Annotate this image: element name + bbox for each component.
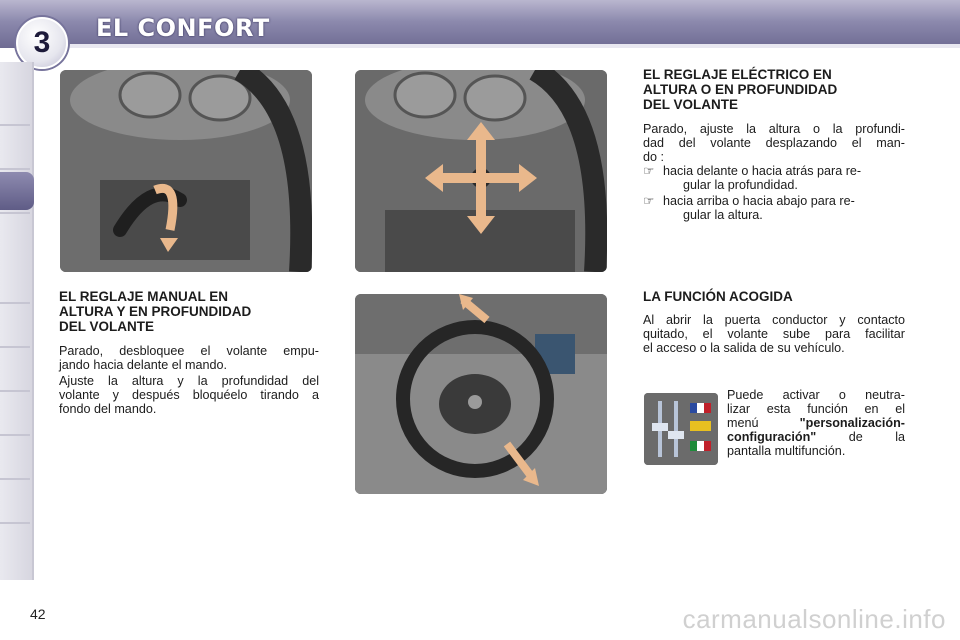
tab-divider: [0, 390, 30, 392]
text-line: Parado, ajuste la altura o la profundi-: [643, 122, 905, 136]
tab-divider: [0, 302, 30, 304]
heading-electric-adjustment: [643, 67, 913, 112]
tab-divider: [0, 212, 30, 214]
text-line: [727, 416, 905, 430]
text-line: Parado, desbloquee el volante empu-: [59, 344, 319, 358]
text-line: gular la profundidad.: [683, 178, 798, 192]
heading-line: EL REGLAJE MANUAL EN: [59, 289, 229, 304]
chapter-title: EL CONFORT: [96, 14, 270, 42]
text-line: hacia delante o hacia atrás para re-: [663, 164, 862, 178]
heading-manual-adjustment: [59, 289, 329, 334]
heading-line: DEL VOLANTE: [643, 97, 739, 112]
electric-intro: [643, 122, 905, 164]
tab-divider: [0, 346, 30, 348]
settings-sliders-icon: [644, 393, 718, 465]
manual-para-2: [59, 374, 319, 416]
text-fragment: de la: [848, 430, 906, 444]
tab-chapter-3-active[interactable]: [0, 172, 34, 210]
photo-electric-control: [355, 70, 607, 272]
header-divider: [40, 44, 960, 48]
welcome-para: [643, 313, 905, 355]
text-line: dad del volante desplazando el man-: [643, 136, 905, 150]
text-line: hacia arriba o hacia abajo para re-: [663, 194, 855, 208]
heading-line: ALTURA O EN PROFUNDIDAD: [643, 82, 838, 97]
text-line: jando hacia delante el mando.: [59, 358, 228, 372]
text-line: [727, 430, 905, 444]
heading-line: ALTURA Y EN PROFUNDIDAD: [59, 304, 252, 319]
menu-name-bold: "personalización-: [799, 416, 905, 430]
heading-line: EL REGLAJE ELÉCTRICO EN: [643, 67, 832, 82]
text-line: fondo del mando.: [59, 402, 157, 416]
photo-manual-lever: [60, 70, 312, 272]
text-line: gular la altura.: [683, 208, 763, 222]
text-fragment: menú: [727, 416, 759, 430]
manual-para-1: [59, 344, 319, 372]
tab-divider: [0, 168, 30, 170]
menu-name-bold: configuración": [727, 430, 817, 444]
tab-divider: [0, 478, 30, 480]
heading-line: DEL VOLANTE: [59, 319, 155, 334]
electric-bullet-depth: [643, 164, 925, 192]
tab-divider: [0, 434, 30, 436]
tab-divider: [0, 522, 30, 524]
pointing-hand-icon: ☞: [643, 164, 655, 178]
text-line: quitado, el volante sube para facilitar: [643, 327, 905, 341]
text-line: Ajuste la altura y la profundidad del: [59, 374, 319, 388]
chapter-number-badge: 3: [16, 17, 68, 69]
chapter-tab-strip: [0, 62, 34, 580]
text-line: Puede activar o neutra-: [727, 388, 905, 402]
welcome-note: [727, 388, 905, 458]
tab-divider: [0, 124, 30, 126]
text-line: lizar esta función en el: [727, 402, 905, 416]
text-line: Al abrir la puerta conductor y contacto: [643, 313, 905, 327]
photo-steering-wheel: [355, 294, 607, 494]
text-line: pantalla multifunción.: [727, 444, 846, 458]
electric-bullet-height: [643, 194, 925, 222]
pointing-hand-icon: ☞: [643, 194, 655, 208]
watermark: carmanualsonline.info: [682, 604, 946, 634]
text-line: volante y después bloquéelo tirando a: [59, 388, 319, 402]
text-line: do :: [643, 150, 665, 164]
page-number: 42: [30, 606, 46, 622]
text-line: el acceso o la salida de su vehículo.: [643, 341, 845, 355]
heading-welcome-function: LA FUNCIÓN ACOGIDA: [643, 289, 793, 304]
